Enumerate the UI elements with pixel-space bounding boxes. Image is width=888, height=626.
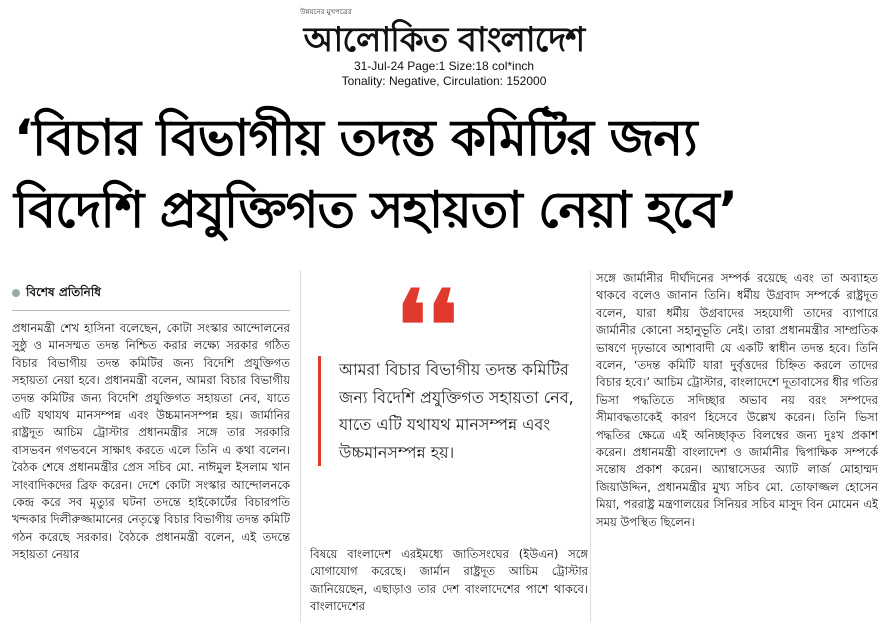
byline: [12, 284, 290, 311]
quote-icon: ❛❛: [396, 269, 458, 382]
bullet-icon: [12, 289, 20, 297]
column-divider: [300, 270, 301, 622]
article-column-1: প্রধানমন্ত্রী শেখ হাসিনা বলেছেন, কোটা সংস্কার আন্দোলনের সুষ্ঠু ও মানসম্মত তদন্ত নিশ্চিত করার লক্ষ্যে সরকার গঠিত বিচার বিভাগীয় তদন্ত কমিটির জন্য বিদেশি প্রযুক্তিগত সহায়তা নেয়া হবে। প্রধানমন্ত্রী বলেন, আমরা বিচার বিভাগীয় তদন্ত কমিটির জন্য বিদেশি প্রযুক্তিগত সহায়তা নেব, যাতে এটি যথাযথ মানসম্পন্ন এবং উচ্চমানসম্পন্ন হয়। জার্মানির রাষ্ট্রদূত আচিম ট্রোস্টার প্রধানমন্ত্রীর সঙ্গে তার সরকারি বাসভবন গণভবনে সাক্ষাৎ করতে এলে তিনি এ কথা বলেন। বৈঠক শেষে প্রধানমন্ত্রীর প্রেস সচিব মো. নাঈমুল ইসলাম খান সাংবাদিকদের ব্রিফ করেন। দেশে কোটা সংস্কার আন্দোলনকে কেন্দ্র করে সব মৃত্যুর ঘটনা তদন্তে হাইকোর্টের বিচারপতি খন্দকার দিলীরুজ্জামানের নেতৃত্বে বিচার বিভাগীয় তদন্ত কমিটি গঠন করেছে সরকার। বৈঠকে প্রধানমন্ত্রী বলেন, এই তদন্তে সহায়তা নেয়ার: [12, 321, 290, 562]
column-divider: [590, 270, 591, 622]
headline-line-2: বিদেশি প্রযুক্তিগত সহায়তা নেয়া হবে’: [14, 181, 737, 239]
article-column-3: সঙ্গে জার্মানীর দীর্ঘদিনের সম্পর্ক রয়েছে এবং তা অব্যাহত থাকবে বলেও জানান তিনি। ধর্মীয় উগ্রবাদ সম্পর্কে রাষ্ট্রদূত বলেন, যারা ধর্মীয় উগ্রবাদের সহযোগী তাদের ব্যাপারে জার্মানীর কোনো সহানুভূতি নেই। তারা প্রধানমন্ত্রীর সাম্প্রতিক ভাষণে দৃঢ়ভাবে আশাবাদী যে একটি স্বাধীন তদন্ত হবে। তিনি বলেন, ‘তদন্ত কমিটি যারা দুর্বৃত্তদের চিহ্নিত করলে তাদের বিচার হবে।’ আচিম ট্রোস্টার, বাংলাদেশে দূতাবাসের ধীর গতির ভিসা পদ্ধতিতে সদিচ্ছার অভাব নয় বরং সম্পদের সীমাবদ্ধতাকেই কারণ হিসেবে উল্লেখ করেন। তিনি ভিসা পদ্ধতির ক্ষেত্রে এই অনিচ্ছাকৃত বিলম্বের জন্য দুঃখ প্রকাশ করেন। প্রধানমন্ত্রী বাংলাদেশ ও জার্মানীর দ্বিপাক্ষিক সম্পর্কে সন্তোষ প্রকাশ করেন। অ্যাম্বাসেডর অ্যাট লার্জ মোহাম্মদ জিয়াউদ্দিন, প্রধানমন্ত্রীর মুখ্য সচিব মো. তোফাজ্জল হোসেন মিয়া, পররাষ্ট্র মন্ত্রণালয়ের সিনিয়র সচিব মাসুদ বিন মোমেন এই সময় উপস্থিত ছিলেন।: [596, 271, 878, 529]
pull-quote: আমরা বিচার বিভাগীয় তদন্ত কমিটির জন্য বিদেশি প্রযুক্তিগত সহায়তা নেব, যাতে এটি যথাযথ মানসম্পন্ন এবং উচ্চমানসম্পন্ন হয়।: [318, 356, 589, 466]
headline-line-1: ‘বিচার বিভাগীয় তদন্ত কমিটির জন্য: [14, 109, 697, 167]
meta-date-size: 31-Jul-24 Page:1 Size:18 col*inch: [353, 59, 535, 73]
masthead-tagline: উন্নয়নের মুখপত্রের: [300, 8, 352, 16]
meta-tonality-circulation: Tonality: Negative, Circulation: 152000: [341, 74, 547, 88]
clipping-meta: [0, 59, 888, 89]
article-column-2: বিষয়ে বাংলাদেশ এরইমধ্যে জাতিসংঘের (ইউএন) সঙ্গে যোগাযোগ করেছে। জার্মান রাষ্ট্রদূত আচিম ট্রোস্টার জানিয়েছেন, এছাড়াও তার দেশ বাংলাদেশের পাশে থাকবে। বাংলাদেশের: [310, 547, 588, 614]
newspaper-logo: আলোকিত বাংলাদেশ: [303, 20, 585, 60]
headline: [14, 102, 874, 246]
byline-text: বিশেষ প্রতিনিধি: [26, 285, 101, 299]
